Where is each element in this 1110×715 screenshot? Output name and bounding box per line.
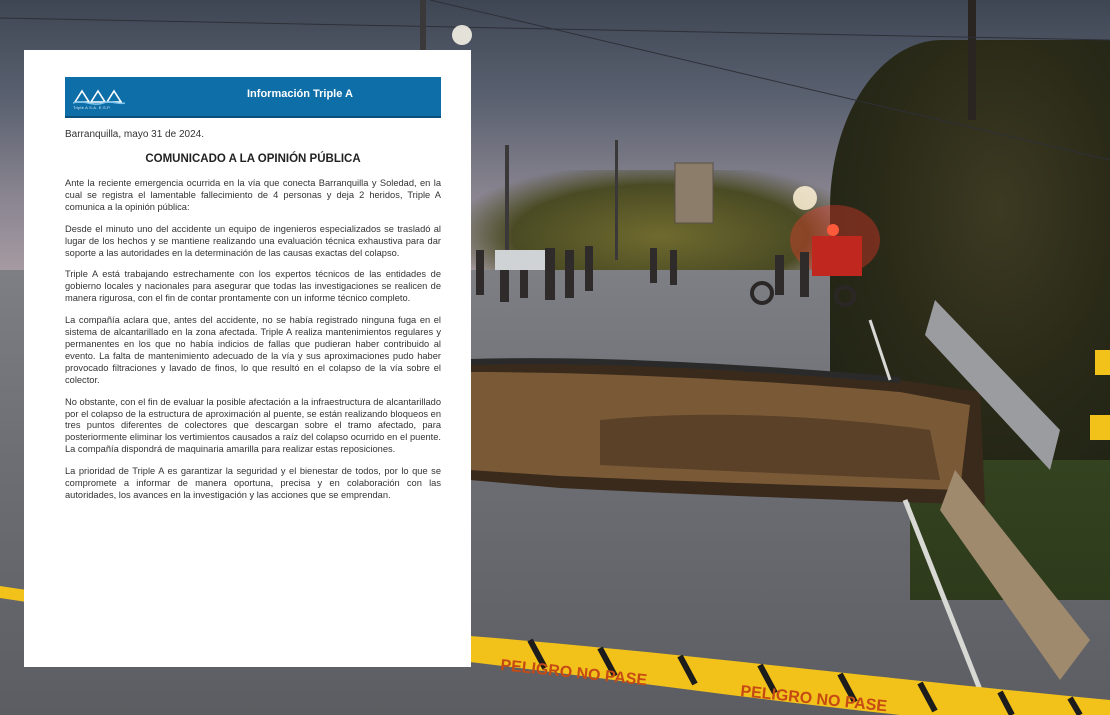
road-collapse bbox=[470, 361, 985, 505]
body-paragraph: La prioridad de Triple A es garantizar la seguridad y el bienestar de todos, por lo que se compromete a informar de manera oportuna, precisa y en colaboración con las autoridades, los avances en la investigación y las acciones que se emprendan. bbox=[65, 466, 441, 500]
body-paragraph: Triple A está trabajando estrechamente con los expertos técnicos de las entidades de gobierno locales y nacionales para asegurar que todas las investigaciones se realicen de manera rigurosa, con el fin de contar prontamente con un informe técnico completo. bbox=[65, 269, 441, 304]
logo-caption: Triple A S.A. E.S.P. bbox=[73, 105, 111, 110]
body-paragraph: Desde el minuto uno del accidente un equipo de ingenieros especializados se trasladó al lugar de los hechos y se mantiene realizando una evaluación técnica exhaustiva para dar soporte a las autoridades en la determinación de las causas exactas del colapso. bbox=[65, 223, 441, 258]
tape-text: PELIGRO NO PASE bbox=[499, 657, 648, 690]
body-paragraph: No obstante, con el fin de evaluar la posible afectación a la infraestructura de alcantarillado por el colapso de la estructura de aproximación al puente, se están realizando bloqueos en tres puntos diferentes de colectores que descargan sobre el tramo afectado, para posteriormente eliminar los vertimientos causados a raíz del colapso ocurrido en el puente. La compañía dispondrá de maquinaria amarilla para realizar estas reposiciones. bbox=[65, 396, 441, 455]
document-heading: COMUNICADO A LA OPINIÓN PÚBLICA bbox=[145, 153, 361, 165]
document-date: Barranquilla, mayo 31 de 2024. bbox=[65, 129, 204, 140]
press-release-document bbox=[24, 50, 471, 667]
document-header bbox=[65, 77, 441, 118]
tape-text: PELIGRO NO PASE bbox=[739, 683, 888, 715]
street-light bbox=[793, 186, 817, 210]
street-light bbox=[452, 25, 472, 45]
document-body bbox=[65, 178, 441, 512]
body-paragraph: La compañía aclara que, antes del accidente, no se había registrado ninguna fuga en el sistema de alcantarillado en la zona afectada. Triple A realiza mantenimientos regulares y permanentes en los que no había indicios de fallas que pudieran haber contribuido al evento. La falta de mantenimiento adecuado de la vía y sus aproximaciones pudo haber provocado filtraciones y lavado de finos, lo que resultó en el colapso de la vía sobre el colector. bbox=[65, 315, 441, 385]
document-title: Información Triple A bbox=[247, 88, 353, 100]
billboard bbox=[675, 163, 713, 223]
lane-marking bbox=[870, 320, 890, 380]
body-paragraph: Ante la reciente emergencia ocurrida en la vía que conecta Barranquilla y Soledad, en la cual se registra el lamentable fallecimiento de 4 personas y deja 2 heridos, Triple A comunica a la opinión pública: bbox=[65, 178, 441, 212]
